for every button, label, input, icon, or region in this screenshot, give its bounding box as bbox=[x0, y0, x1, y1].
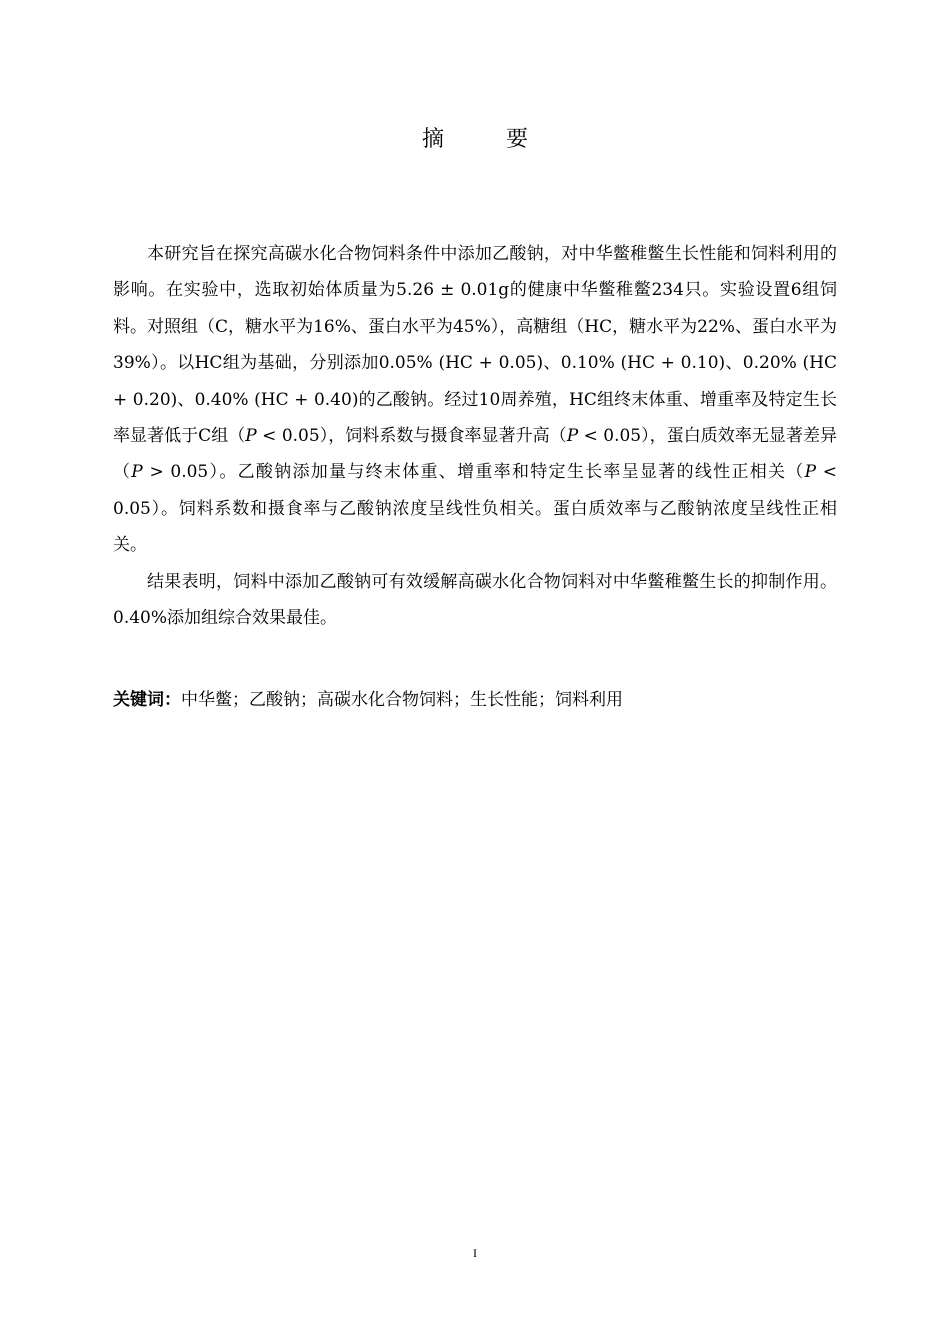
p-value-symbol: P bbox=[566, 426, 579, 447]
abstract-text: < 0.05），蛋白质效率无显著差异（ bbox=[113, 426, 838, 483]
keywords-label: 关键词： bbox=[113, 690, 181, 710]
page-title: 摘 要 bbox=[421, 127, 548, 152]
abstract-paragraph-2: 结果表明，饲料中添加乙酸钠可有效缓解高碳水化合物饲料对中华鳖稚鳖生长的抑制作用。0.40%添加组综合效果最佳。 bbox=[113, 571, 837, 629]
abstract-text: < 0.05），饲料系数与摄食率显著升高（ bbox=[256, 426, 567, 447]
p-value-symbol: P bbox=[245, 426, 257, 447]
abstract-text: < 0.05）。饲料系数和摄食率与乙酸钠浓度呈线性负相关。蛋白质效率与乙酸钠浓度呈线性正相关。 bbox=[113, 462, 838, 556]
p-value-symbol: P bbox=[131, 462, 143, 483]
abstract-text: 本研究旨在探究高碳水化合物饲料条件中添加乙酸钠，对中华鳖稚鳖生长性能和饲料利用的影响。在实验中，选取初始体质量为5.26 ± 0.01g的健康中华鳖稚鳖234只。实验设置6组饲料。对照组（C，糖水平为16%、蛋白水平为45%），高糖组（HC，糖水平为22%、蛋白水平为39%）。以HC组为基础，分别添加0.05% (HC + 0.05)、0.10% (HC + 0.10)、0.20% (HC + 0.20)、0.40% (HC + 0.40)的乙酸钠。经过10周养殖，HC组终末体重、增重率及特定生长率显著低于C组（ bbox=[113, 244, 837, 447]
abstract-paragraph-1 bbox=[113, 236, 837, 564]
abstract-body bbox=[113, 236, 837, 636]
p-value-symbol: P bbox=[804, 462, 817, 483]
abstract-text: > 0.05）。乙酸钠添加量与终末体重、增重率和特定生长率呈显著的线性正相关（ bbox=[142, 462, 805, 483]
keywords-line bbox=[113, 684, 837, 716]
keywords-text: 中华鳖；乙酸钠；高碳水化合物饲料；生长性能；饲料利用 bbox=[181, 690, 623, 710]
page-number: I bbox=[473, 1246, 477, 1260]
